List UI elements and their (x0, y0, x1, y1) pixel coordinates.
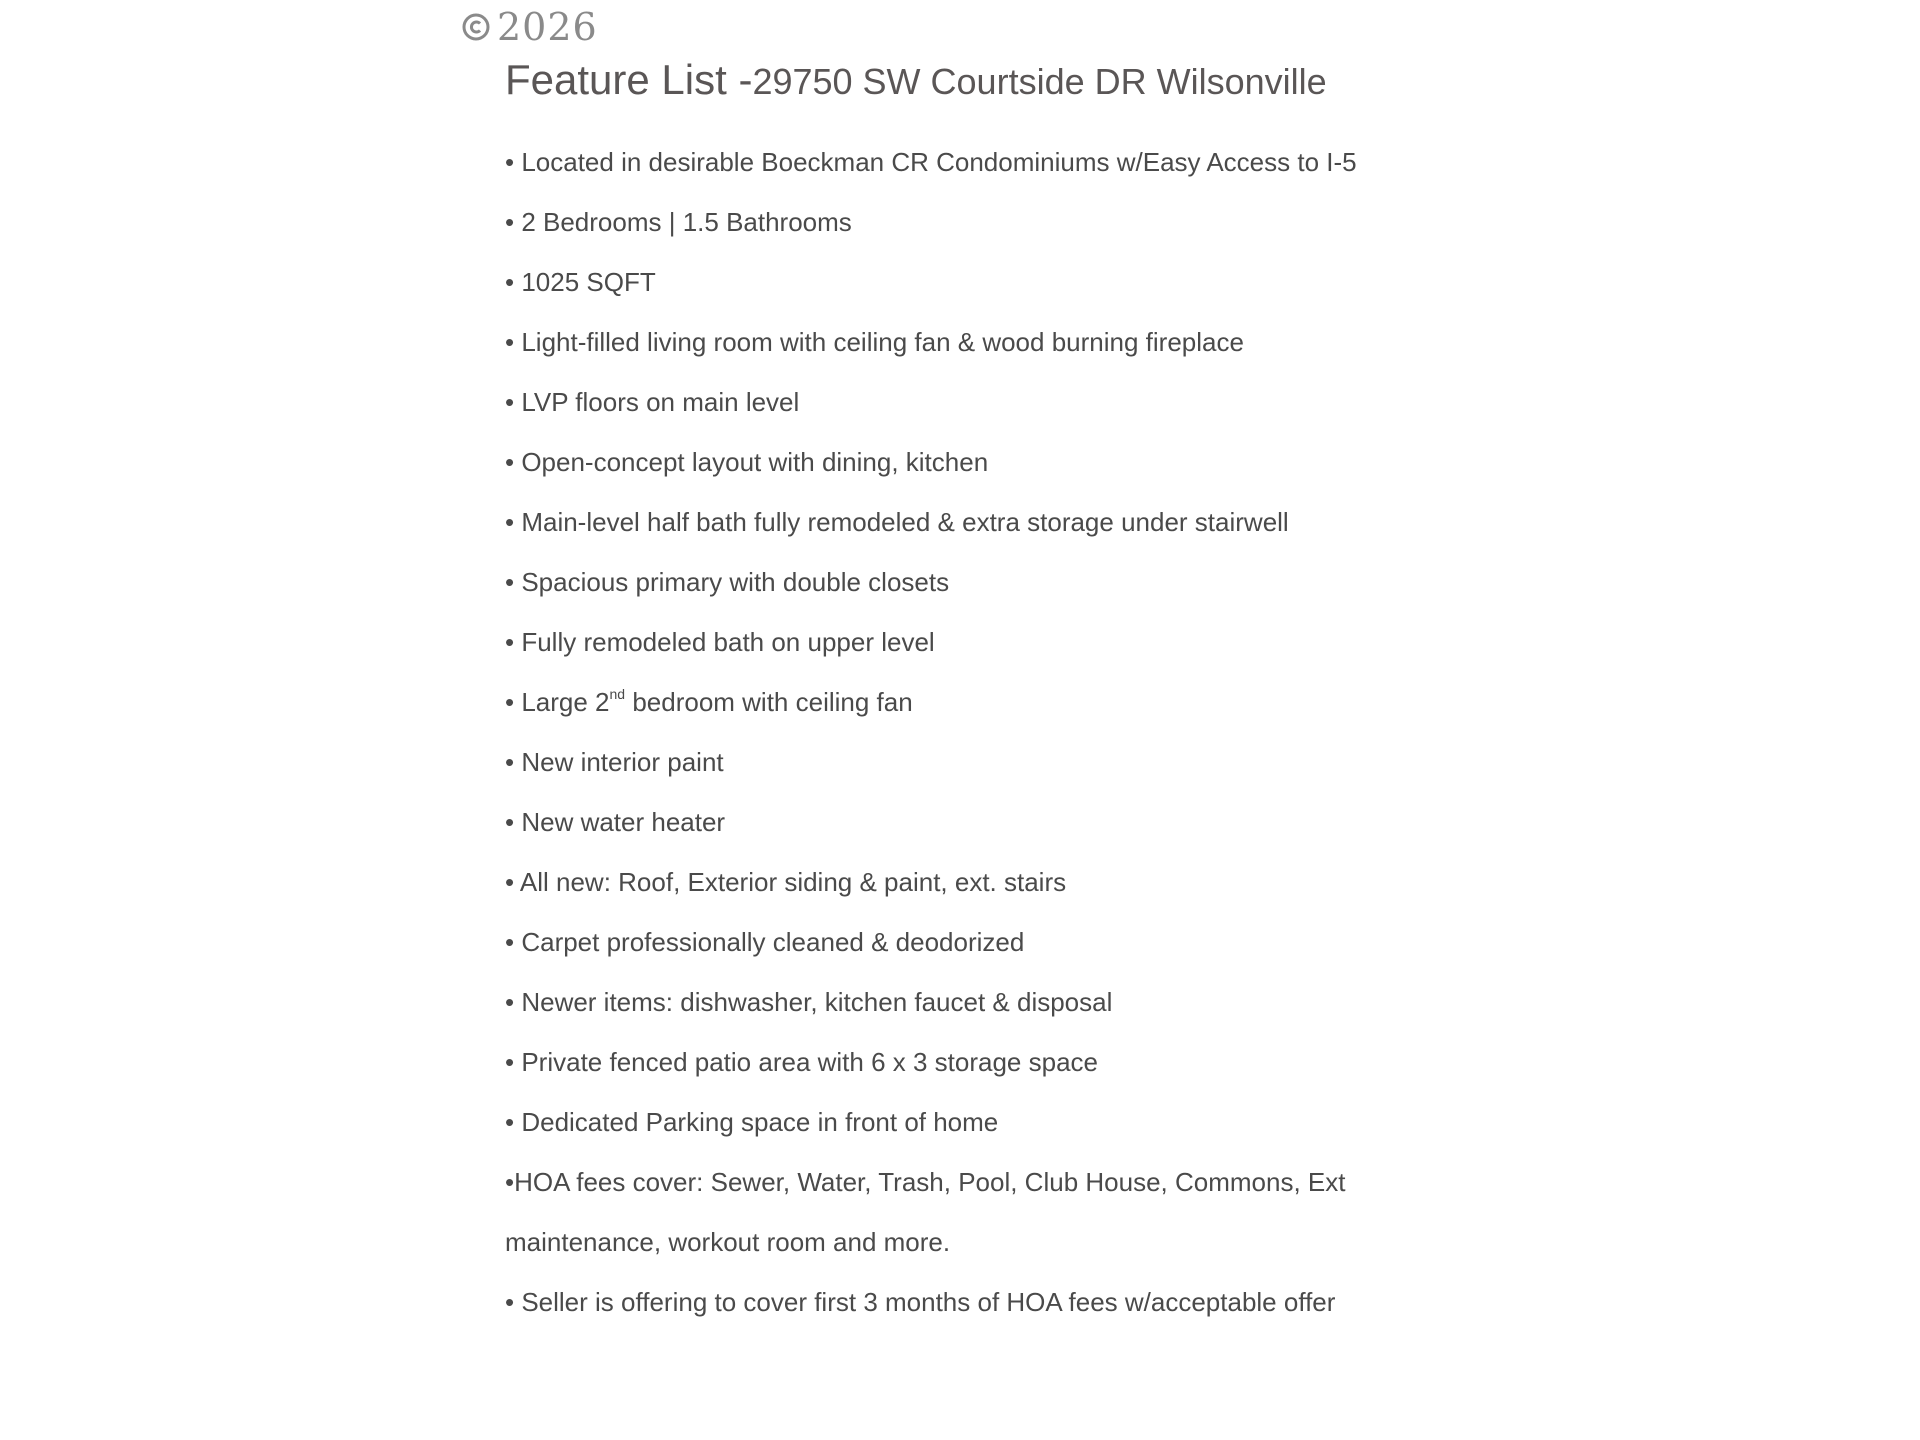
page-title (505, 52, 1327, 111)
feature-item: • New interior paint (505, 747, 724, 777)
feature-item: • Spacious primary with double closets (505, 567, 950, 597)
feature-item: • LVP floors on main level (505, 387, 800, 417)
feature-item: • Newer items: dishwasher, kitchen faucet & disposal (505, 987, 1113, 1017)
feature-item: • Light-filled living room with ceiling fan & wood burning fireplace (505, 327, 1244, 357)
feature-item-hoa-continued: maintenance, workout room and more. (505, 1227, 951, 1257)
feature-item: • Main-level half bath fully remodeled & extra storage under stairwell (505, 507, 1289, 537)
feature-item: • Carpet professionally cleaned & deodorized (505, 927, 1025, 957)
title-address: 29750 SW Courtside DR Wilsonville (752, 61, 1327, 102)
feature-item: • 1025 SQFT (505, 267, 656, 297)
feature-item: • 2 Bedrooms | 1.5 Bathrooms (505, 207, 852, 237)
feature-item-second-bedroom (505, 680, 1505, 740)
feature-item: • Fully remodeled bath on upper level (505, 627, 935, 657)
feature-item: • New water heater (505, 807, 726, 837)
feature-item-hoa: •HOA fees cover: Sewer, Water, Trash, Pool, Club House, Commons, Ext (505, 1167, 1346, 1197)
feature-item: • Dedicated Parking space in front of home (505, 1107, 999, 1137)
watermark-year: 2026 (497, 5, 598, 49)
feature-text-after: bedroom with ceiling fan (625, 687, 913, 717)
feature-item: • Open-concept layout with dining, kitchen (505, 447, 989, 477)
feature-item: • Private fenced patio area with 6 x 3 storage space (505, 1047, 1098, 1077)
copyright-icon (461, 12, 491, 42)
title-main: Feature List - (505, 56, 753, 103)
feature-item: • Located in desirable Boeckman CR Condominiums w/Easy Access to I-5 (505, 147, 1357, 177)
feature-text-before: • Large 2 (505, 687, 610, 717)
feature-list (505, 140, 1505, 1340)
ordinal-suffix: nd (609, 686, 626, 702)
feature-item: • Seller is offering to cover first 3 months of HOA fees w/acceptable offer (505, 1287, 1336, 1317)
watermark (461, 4, 598, 50)
feature-item: • All new: Roof, Exterior siding & paint, ext. stairs (505, 867, 1067, 897)
